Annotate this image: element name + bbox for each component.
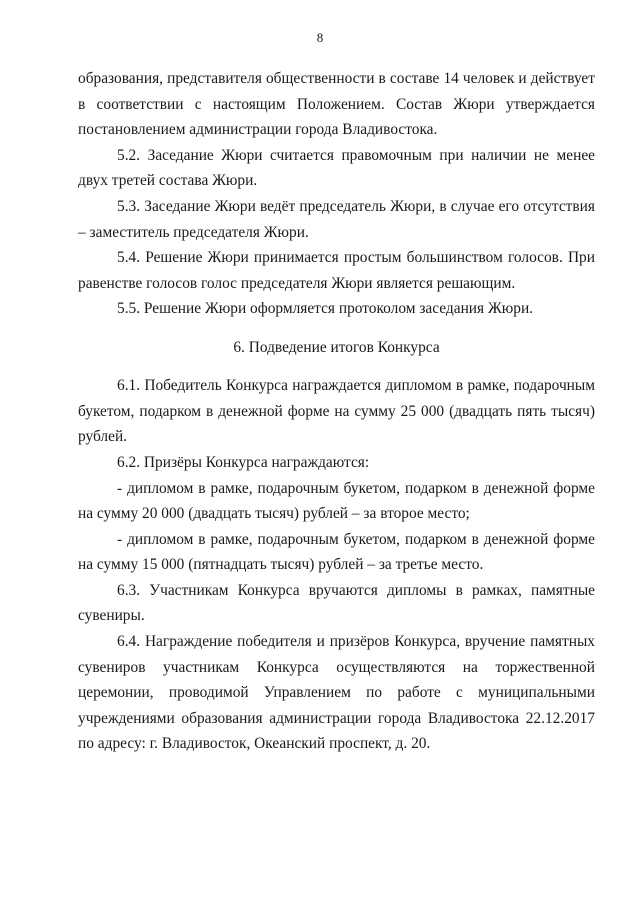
paragraph-5-4: 5.4. Решение Жюри принимается простым большинством голосов. При равенстве голосов голос председателя Жюри является решающим. bbox=[78, 249, 595, 292]
paragraph-5-3: 5.3. Заседание Жюри ведёт председатель Жюри, в случае его отсутствия – заместитель председателя Жюри. bbox=[78, 197, 595, 241]
document-body bbox=[78, 66, 595, 757]
paragraph-6-2: 6.2. Призёры Конкурса награждаются: bbox=[117, 453, 370, 471]
paragraph-continuation: образования, представителя общественности в составе 14 человек и действует в соответствии с настоящим Положением. Состав Жюри утверждается постановлением администрации города Владивостока. bbox=[78, 70, 595, 139]
paragraph-5-5: 5.5. Решение Жюри оформляется протоколом заседания Жюри. bbox=[117, 300, 534, 318]
paragraph-6-4: 6.4. Награждение победителя и призёров Конкурса, вручение памятных сувениров участникам Конкурса осуществляются на торжественной церемонии, проводимой Управлением по работе с муниципальными учреждениями образования администрации города Владивостока 22.12.2017 по адресу: г. Владивосток, Океанский проспект, д. 20. bbox=[78, 633, 595, 753]
page-number: 8 bbox=[316, 30, 324, 45]
list-item-second-place: - дипломом в рамке, подарочным букетом, подарком в денежной форме на сумму 20 000 (двадцать тысяч) рублей – за второе место; bbox=[78, 479, 595, 523]
list-item-third-place: - дипломом в рамке, подарочным букетом, подарком в денежной форме на сумму 15 000 (пятнадцать тысяч) рублей – за третье место. bbox=[78, 530, 595, 574]
paragraph-6-1: 6.1. Победитель Конкурса награждается дипломом в рамке, подарочным букетом, подарком в денежной форме на сумму 25 000 (двадцать пять тысяч) рублей. bbox=[78, 377, 595, 446]
paragraph-6-3: 6.3. Участникам Конкурса вручаются дипломы в рамках, памятные сувениры. bbox=[78, 581, 595, 625]
section-6-heading: 6. Подведение итогов Конкурса bbox=[233, 338, 440, 356]
paragraph-5-2: 5.2. Заседание Жюри считается правомочным при наличии не менее двух третей состава Жюри. bbox=[78, 146, 595, 190]
